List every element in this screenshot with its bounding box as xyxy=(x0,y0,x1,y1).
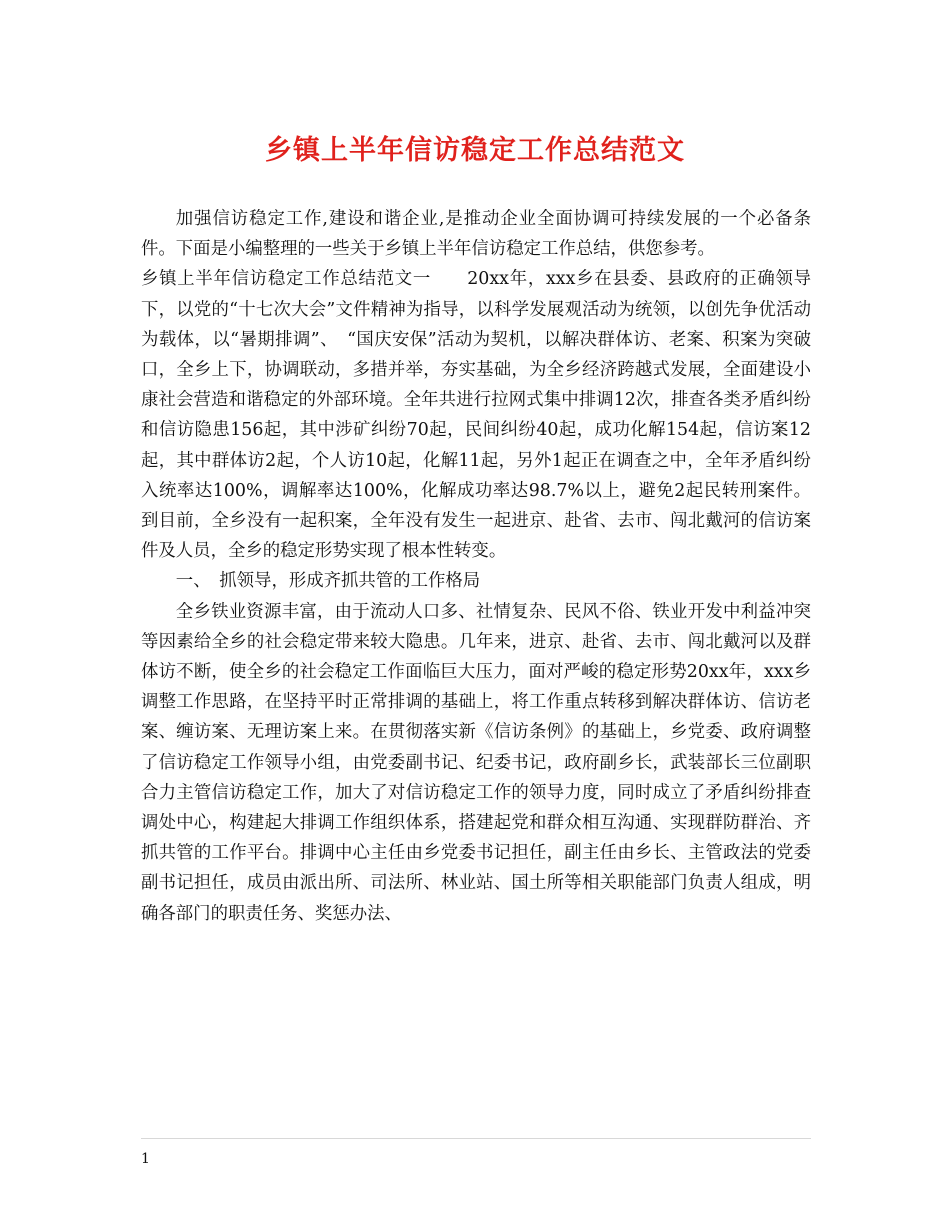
document-body xyxy=(141,204,811,929)
intro-paragraph: 加强信访稳定工作,建设和谐企业,是推动企业全面协调可持续发展的一个必备条件。下面是小编整理的一些关于乡镇上半年信访稳定工作总结，供您参考。 xyxy=(141,209,811,260)
page-number: 1 xyxy=(141,1151,150,1167)
section-paragraph: 全乡铁业资源丰富，由于流动人口多、社情复杂、民风不俗、铁业开发中利益冲突等因素给全乡的社会稳定带来较大隐患。几年来，进京、赴省、去市、闯北戴河以及群体访不断，使全乡的社会稳定工作面临巨大压力，面对严峻的稳定形势20xx年，xxx乡调整工作思路，在坚持平时正常排调的基础上，将工作重点转移到解决群体访、信访老案、缠访案、无理访案上来。在贯彻落实新《信访条例》的基础上，乡党委、政府调整了信访稳定工作领导小组，由党委副书记、纪委书记，政府副乡长，武装部长三位副职合力主管信访稳定工作，加大了对信访稳定工作的领导力度，同时成立了矛盾纠纷排查调处中心，构建起大排调工作组织体系，搭建起党和群众相互沟通、实现群防群治、齐抓共管的工作平台。排调中心主任由乡党委书记担任，副主任由乡长、主管政法的党委副书记担任，成员由派出所、司法所、林业站、国土所等相关职能部门负责人组成，明确各部门的职责任务、奖惩办法、 xyxy=(141,601,811,924)
page-footer xyxy=(141,1138,811,1167)
document-title: 乡镇上半年信访稳定工作总结范文 xyxy=(265,135,685,166)
summary-paragraph: 乡镇上半年信访稳定工作总结范文一 20xx年，xxx乡在县委、县政府的正确领导下，以党的“十七次大会”文件精神为指导，以科学发展观活动为统领，以创先争优活动为载体，以“暑期排调”、 “国庆安保”活动为契机，以解决群体访、老案、积案为突破口，全乡上下，协调联动，多措并举，夯实基础，为全乡经济跨越式发展，全面建设小康社会营造和谐稳定的外部环境。全年共进行拉网式集中排调12次，排查各类矛盾纠纷和信访隐患156起，其中涉矿纠纷70起，民间纠纷40起，成功化解154起，信访案12起，其中群体访2起，个人访10起，化解11起，另外1起正在调查之中，全年矛盾纠纷入统率达100%，调解率达100%，化解成功率达98.7%以上，避免2起民转刑案件。到目前，全乡没有一起积案，全年没有发生一起进京、赴省、去市、闯北戴河的信访案件及人员，全乡的稳定形势实现了根本性转变。 xyxy=(141,269,811,562)
section-heading: 一、 抓领导，形成齐抓共管的工作格局 xyxy=(175,571,481,592)
